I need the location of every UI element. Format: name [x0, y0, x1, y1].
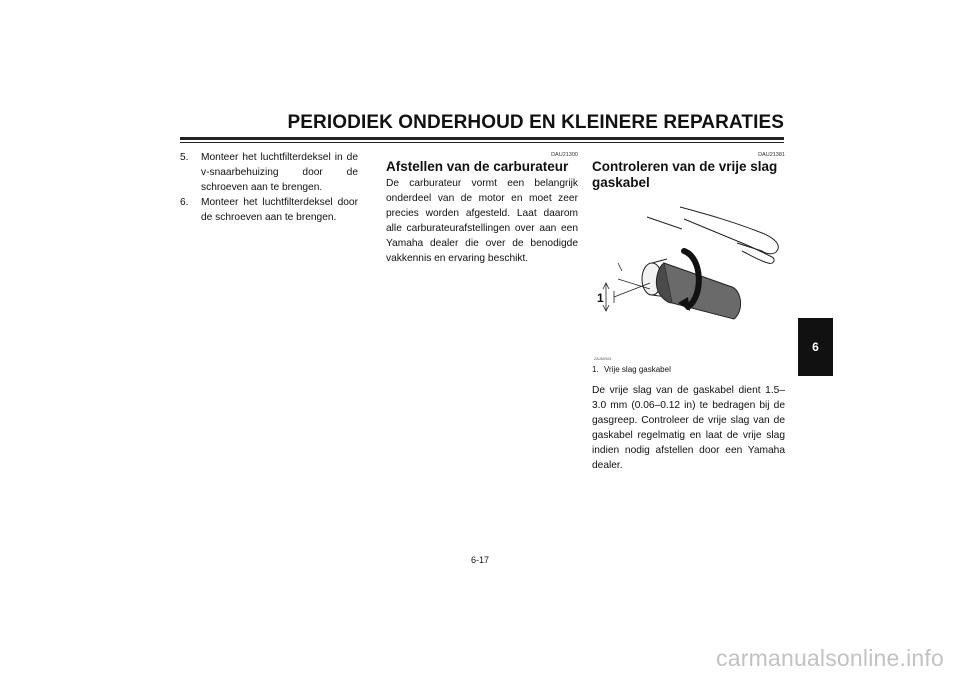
chapter-tab: 6	[798, 318, 833, 376]
section-heading: Afstellen van de carburateur	[386, 159, 569, 174]
list-item-text: Monteer het luchtfilterdeksel door de schroeven aan te brengen.	[201, 197, 358, 223]
figure-code: ZAUM0001	[594, 357, 612, 361]
section-code: DAU21300	[551, 152, 578, 158]
section-heading: Controleren van de vrije slag gaskabel	[592, 159, 778, 190]
list-item	[180, 195, 358, 225]
throttle-grip-drawing	[592, 199, 785, 359]
column-left	[180, 150, 358, 225]
section-paragraph: De carburateur vormt een belangrijk onderdeel van de motor en moet zeer precies worden afgesteld. Laat daarom alle carburateurafstellingen over aan een Yamaha dealer die over de benodigde vakkennis en ervaring beschikt.	[386, 178, 578, 264]
watermark: carmanualsonline.info	[716, 645, 944, 671]
figure-caption	[592, 365, 785, 375]
section-paragraph: De vrije slag van de gaskabel dient 1.5–3.0 mm (0.06–0.12 in) te bedragen bij de gasgreep. Controleer de vrije slag van de gaskabel regelmatig en laat de vrije slag indien nodig afstellen door een Yamaha dealer.	[592, 385, 785, 471]
list-item-number: 5.	[180, 152, 189, 163]
column-middle	[386, 150, 578, 266]
column-right	[592, 150, 785, 473]
header-rule	[180, 137, 784, 140]
page-title: PERIODIEK ONDERHOUD EN KLEINERE REPARATIES	[287, 112, 784, 133]
section-code: DAU21381	[758, 152, 785, 158]
list-item-number: 6.	[180, 197, 189, 208]
throttle-grip-illustration	[592, 199, 785, 359]
list-item	[180, 150, 358, 195]
caption-text: Vrije slag gaskabel	[604, 365, 671, 374]
list-item-text: Monteer het luchtfilterdeksel in de v-snaarbehuizing door de schroeven aan te brengen.	[201, 152, 358, 193]
caption-number: 1.	[592, 365, 599, 374]
figure-label: 1	[597, 291, 604, 305]
header-rule-thin	[180, 142, 784, 143]
page-number: 6-17	[470, 555, 489, 565]
